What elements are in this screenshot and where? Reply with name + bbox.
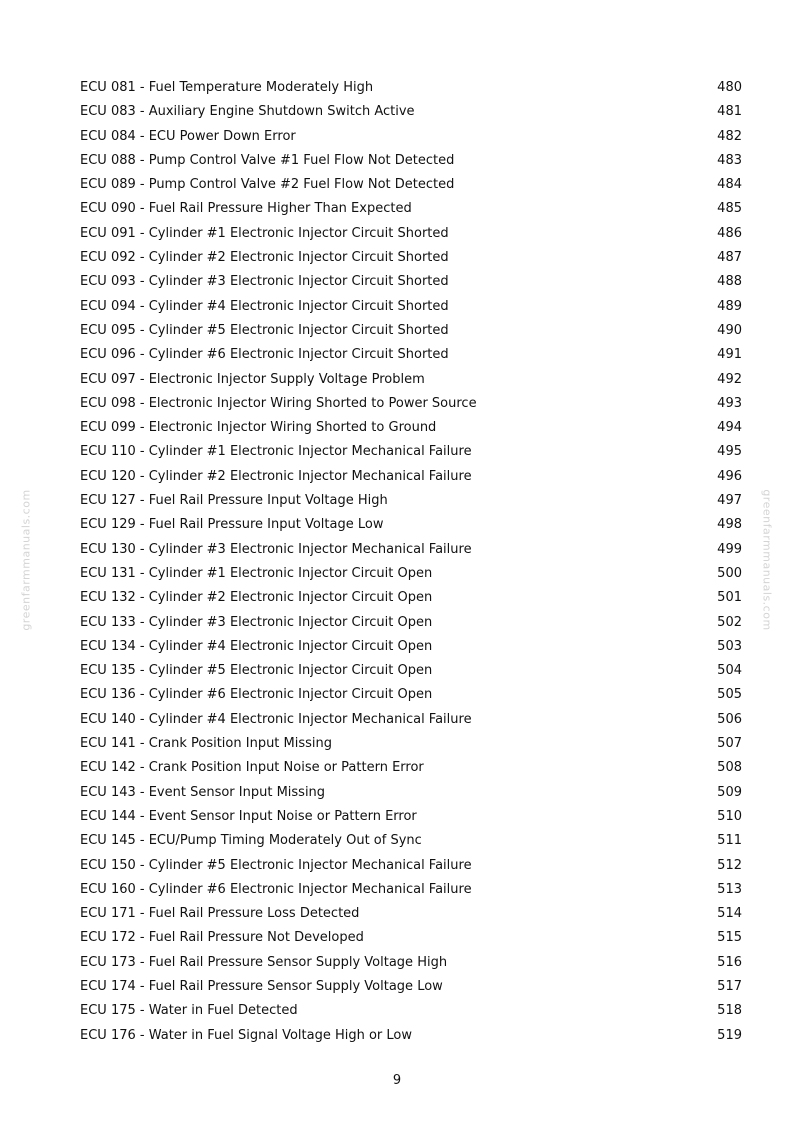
toc-entry[interactable]: [80, 149, 742, 173]
toc-entry-page[interactable]: 515: [717, 930, 742, 946]
toc-entry-page[interactable]: 489: [717, 298, 742, 314]
toc-entry-page[interactable]: 497: [717, 493, 742, 509]
toc-entry-page[interactable]: 506: [717, 711, 742, 727]
toc-entry[interactable]: [80, 902, 742, 926]
toc-entry-page[interactable]: 485: [717, 201, 742, 217]
toc-entry[interactable]: [80, 416, 742, 440]
toc-entry-title[interactable]: ECU 134 - Cylinder #4 Electronic Injector Circuit Open: [80, 638, 433, 654]
toc-entry-title[interactable]: ECU 144 - Event Sensor Input Noise or Pattern Error: [80, 808, 417, 824]
toc-entry[interactable]: [80, 635, 742, 659]
table-of-contents: [80, 76, 742, 1048]
toc-entry-page[interactable]: 492: [717, 371, 742, 387]
toc-entry[interactable]: [80, 513, 742, 537]
toc-entry-page[interactable]: 501: [717, 590, 742, 606]
toc-entry-title[interactable]: ECU 120 - Cylinder #2 Electronic Injector Mechanical Failure: [80, 468, 472, 484]
toc-entry-page[interactable]: 514: [717, 906, 742, 922]
toc-entry-page[interactable]: 481: [717, 104, 742, 120]
toc-entry[interactable]: [80, 538, 742, 562]
toc-entry[interactable]: [80, 465, 742, 489]
toc-entry-title[interactable]: ECU 136 - Cylinder #6 Electronic Injector Circuit Open: [80, 687, 433, 703]
toc-entry-page[interactable]: 502: [717, 614, 742, 630]
toc-entry-title[interactable]: ECU 141 - Crank Position Input Missing: [80, 736, 333, 752]
page-number: 9: [392, 1073, 402, 1088]
toc-entry-page[interactable]: 511: [717, 833, 742, 849]
toc-entry[interactable]: [80, 222, 742, 246]
toc-entry[interactable]: [80, 926, 742, 950]
toc-entry-page[interactable]: 512: [717, 857, 742, 873]
toc-entry-title[interactable]: ECU 129 - Fuel Rail Pressure Input Voltage Low: [80, 517, 384, 533]
toc-entry-page[interactable]: 498: [717, 517, 742, 533]
toc-entry-title[interactable]: ECU 130 - Cylinder #3 Electronic Injector Mechanical Failure: [80, 541, 472, 557]
toc-entry-title[interactable]: ECU 127 - Fuel Rail Pressure Input Voltage High: [80, 493, 388, 509]
toc-entry-title[interactable]: ECU 089 - Pump Control Valve #2 Fuel Flow Not Detected: [80, 177, 455, 193]
toc-entry-title[interactable]: ECU 150 - Cylinder #5 Electronic Injector Mechanical Failure: [80, 857, 472, 873]
toc-entry-page[interactable]: 496: [717, 468, 742, 484]
toc-entry-title[interactable]: ECU 084 - ECU Power Down Error: [80, 128, 296, 144]
toc-entry-title[interactable]: ECU 175 - Water in Fuel Detected: [80, 1003, 298, 1019]
toc-entry[interactable]: [80, 659, 742, 683]
toc-entry-page[interactable]: 513: [717, 881, 742, 897]
toc-entry-page[interactable]: 484: [717, 177, 742, 193]
toc-entry[interactable]: [80, 562, 742, 586]
toc-entry-title[interactable]: ECU 095 - Cylinder #5 Electronic Injector Circuit Shorted: [80, 322, 449, 338]
toc-entry-title[interactable]: ECU 094 - Cylinder #4 Electronic Injector Circuit Shorted: [80, 298, 449, 314]
toc-entry[interactable]: [80, 295, 742, 319]
toc-entry-page[interactable]: 518: [717, 1003, 742, 1019]
toc-entry-title[interactable]: ECU 088 - Pump Control Valve #1 Fuel Flow Not Detected: [80, 152, 455, 168]
toc-entry[interactable]: [80, 878, 742, 902]
toc-entry-page[interactable]: 487: [717, 250, 742, 266]
toc-entry-title[interactable]: ECU 131 - Cylinder #1 Electronic Injector Circuit Open: [80, 565, 433, 581]
toc-entry-title[interactable]: ECU 093 - Cylinder #3 Electronic Injector Circuit Shorted: [80, 274, 449, 290]
toc-entry[interactable]: [80, 829, 742, 853]
toc-entry-page[interactable]: 494: [717, 420, 742, 436]
toc-entry-page[interactable]: 480: [717, 80, 742, 95]
toc-entry-title[interactable]: ECU 173 - Fuel Rail Pressure Sensor Supply Voltage High: [80, 954, 448, 970]
toc-entry[interactable]: [80, 805, 742, 829]
toc-entry-title[interactable]: ECU 133 - Cylinder #3 Electronic Injector Circuit Open: [80, 614, 433, 630]
toc-entry[interactable]: [80, 125, 742, 149]
toc-entry[interactable]: [80, 951, 742, 975]
toc-entry-title[interactable]: ECU 135 - Cylinder #5 Electronic Injector Circuit Open: [80, 663, 433, 679]
toc-entry[interactable]: [80, 489, 742, 513]
toc-entry-page[interactable]: 505: [717, 687, 742, 703]
watermark-right: greenfarmmanuals.com: [760, 489, 774, 631]
toc-entry-page[interactable]: 490: [717, 322, 742, 338]
toc-entry[interactable]: [80, 1024, 742, 1048]
toc-entry-page[interactable]: 504: [717, 663, 742, 679]
toc-entry-page[interactable]: 509: [717, 784, 742, 800]
toc-entry[interactable]: [80, 781, 742, 805]
toc-entry-title[interactable]: ECU 097 - Electronic Injector Supply Voltage Problem: [80, 371, 425, 387]
toc-entry[interactable]: [80, 197, 742, 221]
toc-entry-title[interactable]: ECU 132 - Cylinder #2 Electronic Injector Circuit Open: [80, 590, 433, 606]
toc-entry-title[interactable]: ECU 140 - Cylinder #4 Electronic Injector Mechanical Failure: [80, 711, 472, 727]
toc-entry-title[interactable]: ECU 142 - Crank Position Input Noise or Pattern Error: [80, 760, 424, 776]
toc-entry[interactable]: [80, 586, 742, 610]
toc-entry-title[interactable]: ECU 099 - Electronic Injector Wiring Shorted to Ground: [80, 420, 437, 436]
toc-entry-page[interactable]: 507: [717, 736, 742, 752]
toc-entry[interactable]: [80, 854, 742, 878]
toc-entry[interactable]: [80, 732, 742, 756]
toc-entry-page[interactable]: 493: [717, 395, 742, 411]
toc-entry-title[interactable]: ECU 143 - Event Sensor Input Missing: [80, 784, 326, 800]
toc-entry-title[interactable]: ECU 145 - ECU/Pump Timing Moderately Out of Sync: [80, 833, 422, 849]
toc-entry-page[interactable]: 483: [717, 152, 742, 168]
toc-entry[interactable]: [80, 392, 742, 416]
toc-entry[interactable]: [80, 173, 742, 197]
toc-entry[interactable]: [80, 683, 742, 707]
toc-entry-page[interactable]: 519: [717, 1027, 742, 1043]
toc-entry-page[interactable]: 517: [717, 978, 742, 994]
watermark-left: greenfarmmanuals.com: [19, 489, 33, 631]
toc-entry-page[interactable]: 486: [717, 225, 742, 241]
toc-entry-page[interactable]: 516: [717, 954, 742, 970]
toc-entry-page[interactable]: 503: [717, 638, 742, 654]
toc-entry[interactable]: [80, 999, 742, 1023]
toc-entry-page[interactable]: 510: [717, 808, 742, 824]
toc-entry[interactable]: [80, 756, 742, 780]
toc-entry-title[interactable]: ECU 176 - Water in Fuel Signal Voltage High or Low: [80, 1027, 413, 1043]
toc-entry[interactable]: [80, 100, 742, 124]
toc-entry[interactable]: [80, 76, 742, 100]
toc-entry[interactable]: [80, 975, 742, 999]
toc-entry[interactable]: [80, 270, 742, 294]
toc-entry-title[interactable]: ECU 081 - Fuel Temperature Moderately High: [80, 80, 374, 95]
toc-entry-title[interactable]: ECU 098 - Electronic Injector Wiring Shorted to Power Source: [80, 395, 477, 411]
toc-entry-page[interactable]: 488: [717, 274, 742, 290]
toc-entry-title[interactable]: ECU 083 - Auxiliary Engine Shutdown Switch Active: [80, 104, 415, 120]
toc-entry-title[interactable]: ECU 172 - Fuel Rail Pressure Not Developed: [80, 930, 364, 946]
toc-entry[interactable]: [80, 611, 742, 635]
toc-entry-page[interactable]: 499: [717, 541, 742, 557]
toc-entry-page[interactable]: 495: [717, 444, 742, 460]
toc-entry-title[interactable]: ECU 096 - Cylinder #6 Electronic Injector Circuit Shorted: [80, 347, 449, 363]
toc-entry-page[interactable]: 500: [717, 565, 742, 581]
toc-entry[interactable]: [80, 368, 742, 392]
toc-entry-title[interactable]: ECU 092 - Cylinder #2 Electronic Injector Circuit Shorted: [80, 250, 449, 266]
toc-entry-title[interactable]: ECU 090 - Fuel Rail Pressure Higher Than Expected: [80, 201, 412, 217]
toc-entry-title[interactable]: ECU 160 - Cylinder #6 Electronic Injector Mechanical Failure: [80, 881, 472, 897]
toc-entry-title[interactable]: ECU 171 - Fuel Rail Pressure Loss Detected: [80, 906, 360, 922]
toc-entry[interactable]: [80, 246, 742, 270]
toc-entry-title[interactable]: ECU 110 - Cylinder #1 Electronic Injector Mechanical Failure: [80, 444, 472, 460]
toc-entry-title[interactable]: ECU 091 - Cylinder #1 Electronic Injector Circuit Shorted: [80, 225, 449, 241]
toc-entry[interactable]: [80, 319, 742, 343]
toc-entry[interactable]: [80, 343, 742, 367]
toc-entry-page[interactable]: 482: [717, 128, 742, 144]
toc-entry-title[interactable]: ECU 174 - Fuel Rail Pressure Sensor Supply Voltage Low: [80, 978, 443, 994]
toc-entry-page[interactable]: 508: [717, 760, 742, 776]
toc-entry[interactable]: [80, 708, 742, 732]
toc-entry[interactable]: [80, 440, 742, 464]
toc-entry-page[interactable]: 491: [717, 347, 742, 363]
